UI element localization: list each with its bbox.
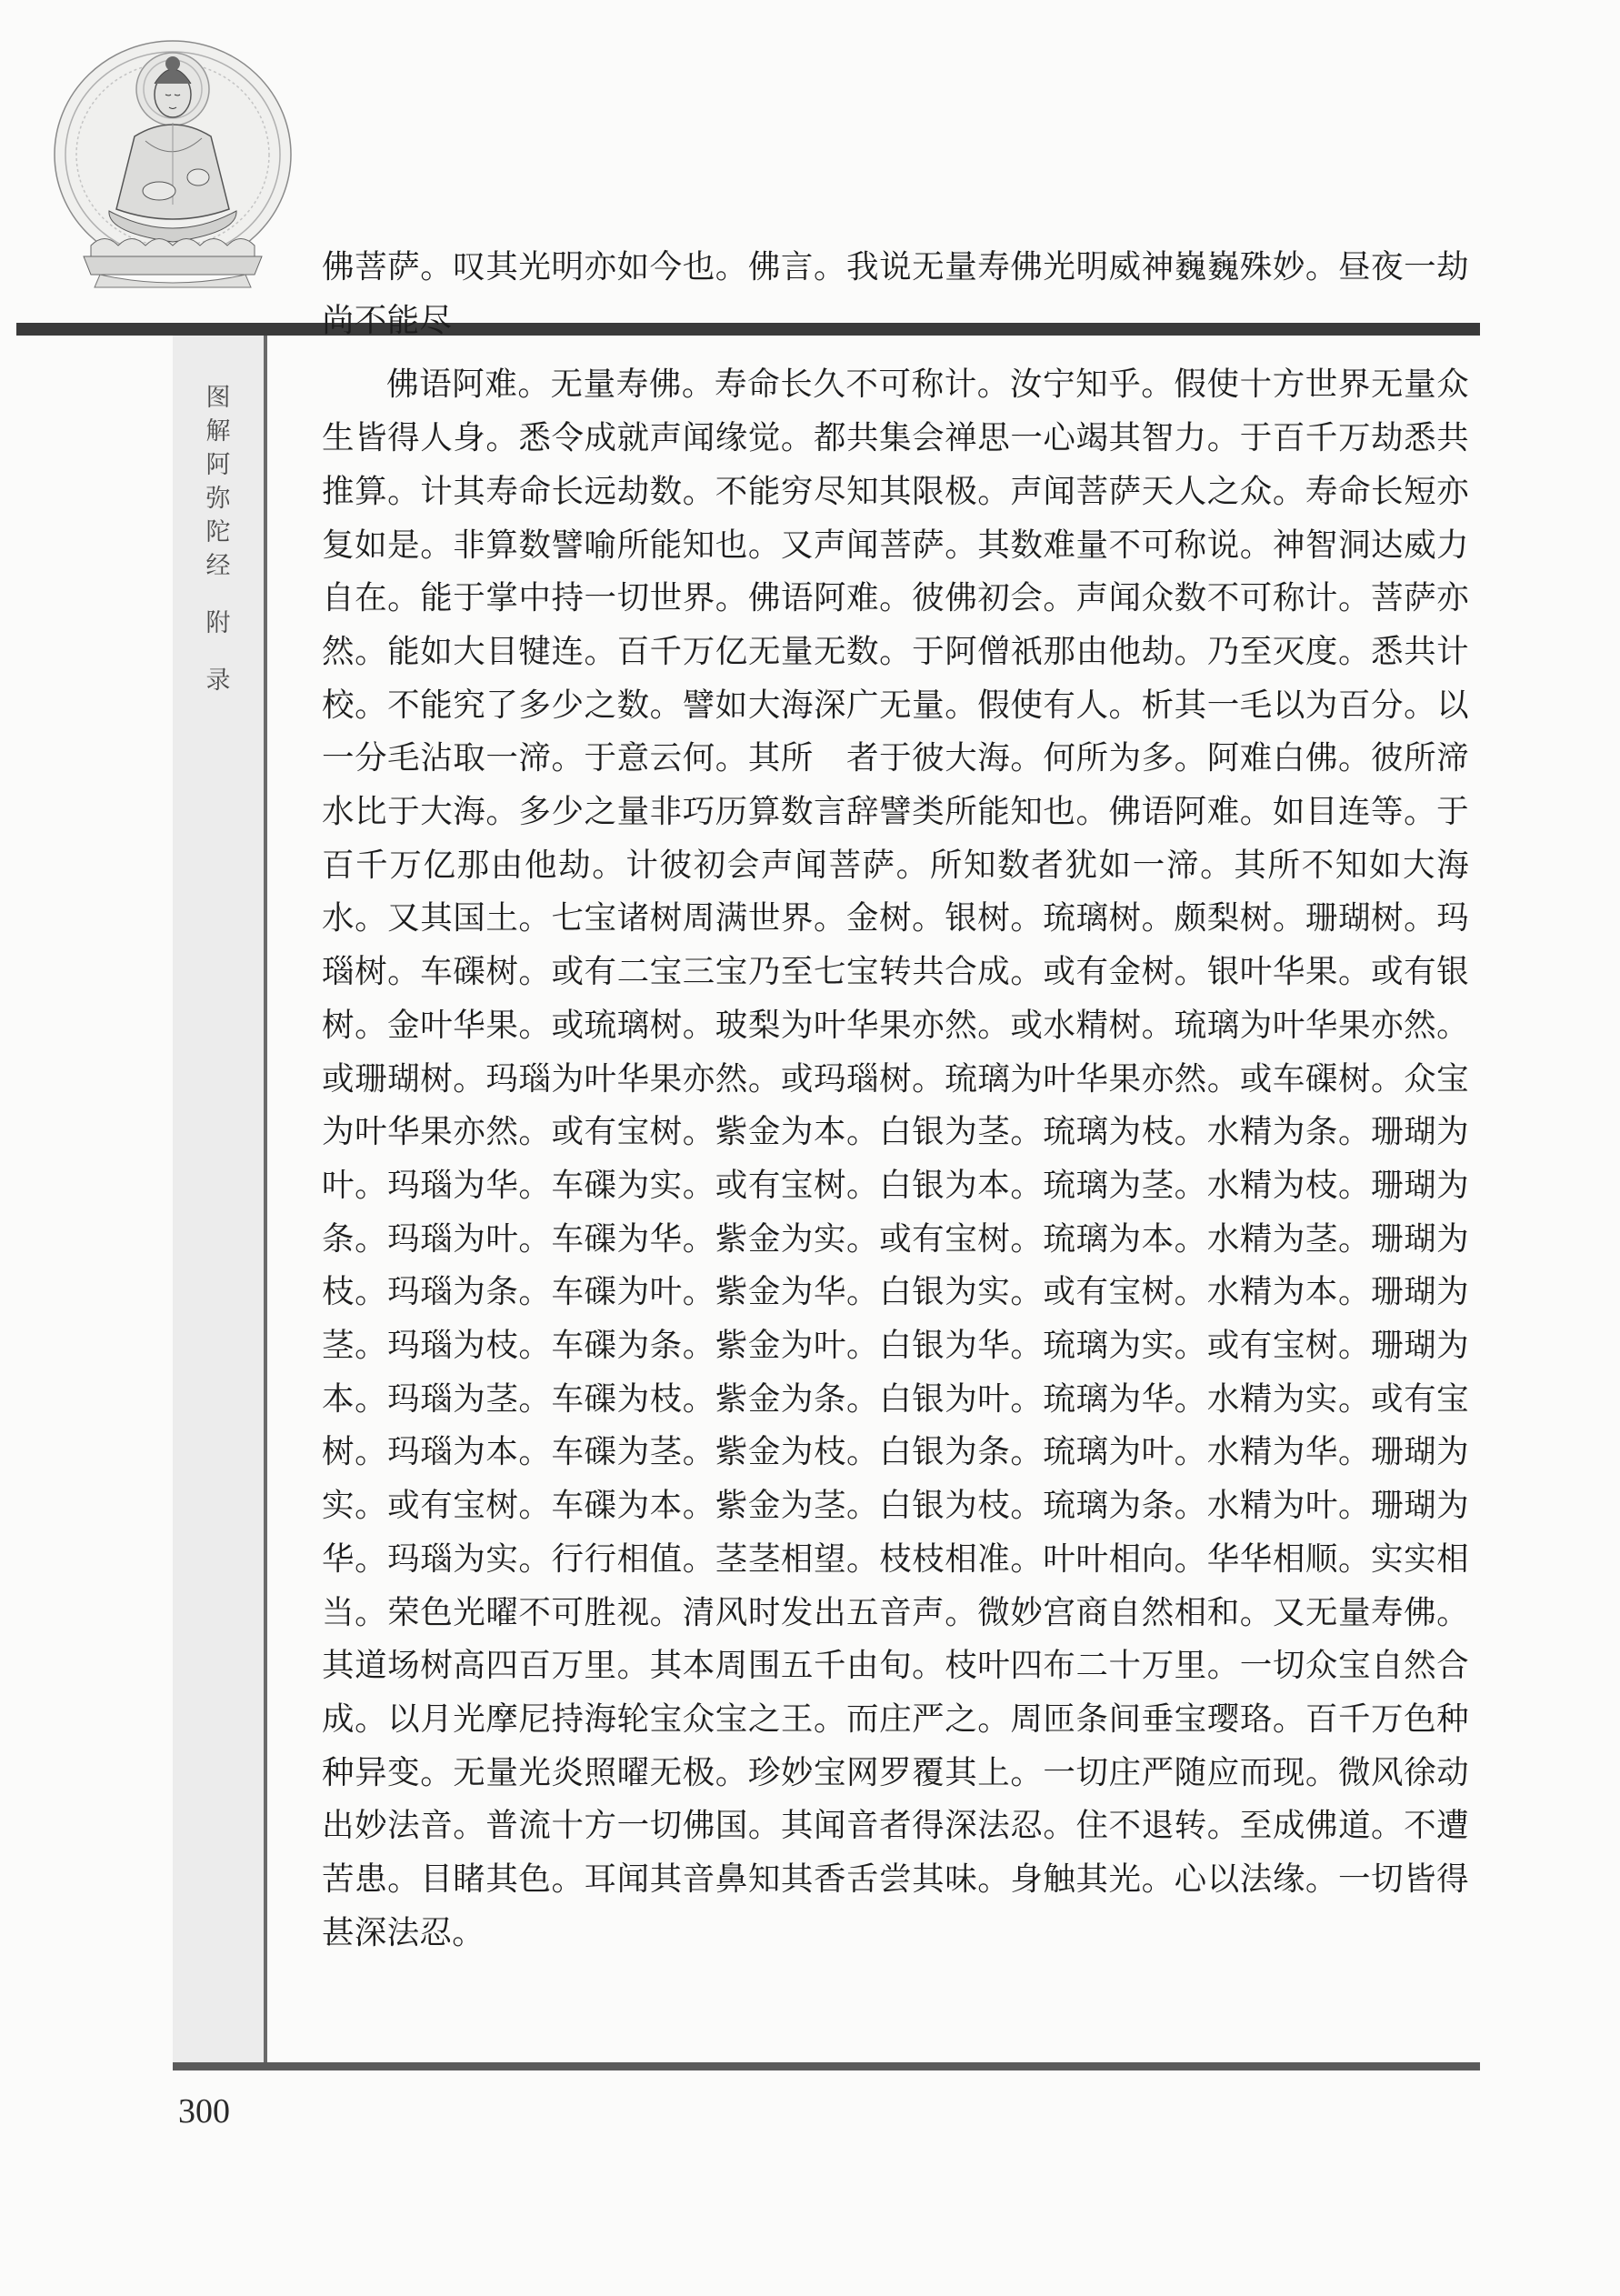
- side-title: [173, 381, 264, 697]
- side-title-char: 经: [205, 552, 231, 580]
- paragraph: 佛菩萨。叹其光明亦如今也。佛言。我说无量寿佛光明威神巍巍殊妙。昼夜一劫尚不能尽: [322, 248, 1469, 339]
- side-title-char: 陀: [205, 518, 231, 546]
- side-title-char: 解: [205, 417, 231, 446]
- buddha-illustration: [36, 18, 309, 309]
- side-section-char: 录: [205, 667, 231, 695]
- side-title-char: 阿: [205, 451, 231, 479]
- body-text: [322, 241, 1469, 1960]
- side-panel: [173, 336, 267, 2064]
- side-section-char: 附: [205, 609, 231, 637]
- bottom-rule: [173, 2062, 1480, 2070]
- page-number: 300: [178, 2092, 230, 2131]
- side-title-char: 弥: [205, 485, 231, 513]
- paragraph: 佛语阿难。无量寿佛。寿命长久不可称计。汝宁知乎。假使十方世界无量众生皆得人身。悉令成就声闻缘觉。都共集会禅思一心竭其智力。于百千万劫悉共推算。计其寿命长远劫数。不能穷尽知其限极。声闻菩萨天人之众。寿命长短亦复如是。非算数譬喻所能知也。又声闻菩萨。其数难量不可称说。神智洞达威力自在。能于掌中持一切世界。佛语阿难。彼佛初会。声闻众数不可称计。菩萨亦然。能如大目犍连。百千万亿无量无数。于阿僧祇那由他劫。乃至灭度。悉共计校。不能究了多少之数。譬如大海深广无量。假使有人。析其一毛以为百分。以一分毛沾取一渧。于意云何。其所 者于彼大海。何所为多。阿难白佛。彼所渧水比于大海。多少之量非巧历算数言辞譬类所能知也。佛语阿难。如目连等。于百千万亿那由他劫。计彼初会声闻菩萨。所知数者犹如一渧。其所不知如大海水。又其国土。七宝诸树周满世界。金树。银树。琉璃树。颇梨树。珊瑚树。玛瑙树。车磲树。或有二宝三宝乃至七宝转共合成。或有金树。银叶华果。或有银树。金叶华果。或琉璃树。玻梨为叶华果亦然。或水精树。琉璃为叶华果亦然。或珊瑚树。玛瑙为叶华果亦然。或玛瑙树。琉璃为叶华果亦然。或车磲树。众宝为叶华果亦然。或有宝树。紫金为本。白银为茎。琉璃为枝。水精为条。珊瑚为叶。玛瑙为华。车磲为实。或有宝树。白银为本。琉璃为茎。水精为枝。珊瑚为条。玛瑙为叶。车磲为华。紫金为实。或有宝树。琉璃为本。水精为茎。珊瑚为枝。玛瑙为条。车磲为叶。紫金为华。白银为实。或有宝树。水精为本。珊瑚为茎。玛瑙为枝。车磲为条。紫金为叶。白银为华。琉璃为实。或有宝树。珊瑚为本。玛瑙为茎。车磲为枝。紫金为条。白银为叶。琉璃为华。水精为实。或有宝树。玛瑙为本。车磲为茎。紫金为枝。白银为条。琉璃为叶。水精为华。珊瑚为实。或有宝树。车磲为本。紫金为茎。白银为枝。琉璃为条。水精为叶。珊瑚为华。玛瑙为实。行行相值。茎茎相望。枝枝相准。叶叶相向。华华相顺。实实相当。荣色光曜不可胜视。清风时发出五音声。微妙宫商自然相和。又无量寿佛。其道场树高四百万里。其本周围五千由旬。枝叶四布二十万里。一切众宝自然合成。以月光摩尼持海轮宝众宝之王。而庄严之。周匝条间垂宝璎珞。百千万色种种异变。无量光炎照曜无极。珍妙宝网罗覆其上。一切庄严随应而现。微风徐动出妙法音。普流十方一切佛国。其闻音者得深法忍。住不退转。至成佛道。不遭苦患。目睹其色。耳闻其音鼻知其香舌尝其味。身触其光。心以法缘。一切皆得甚深法忍。: [322, 366, 1469, 1951]
- side-title-char: 图: [205, 384, 231, 412]
